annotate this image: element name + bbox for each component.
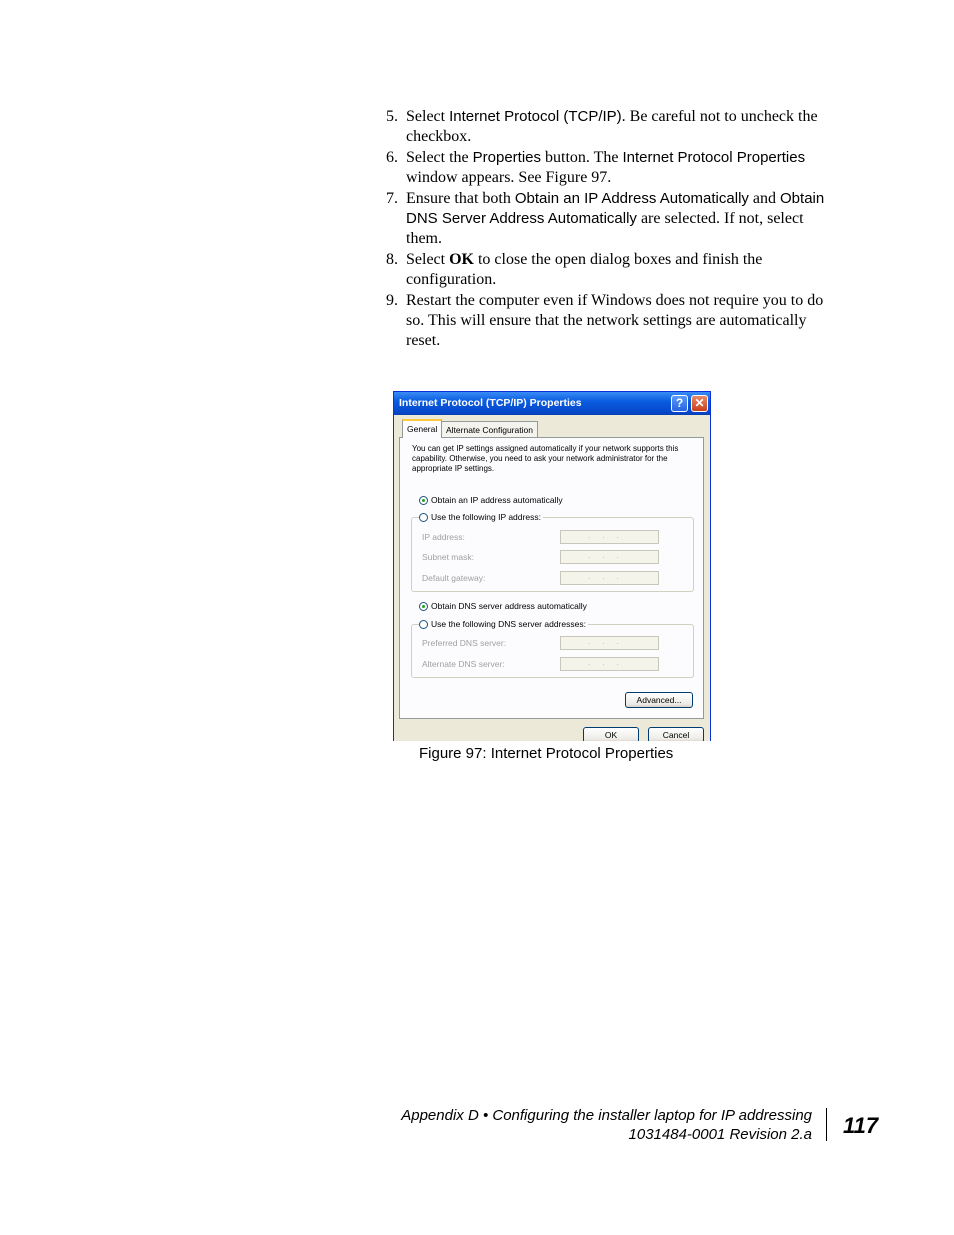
step-text: Select the	[406, 149, 473, 166]
tab-general[interactable]: General	[402, 419, 442, 438]
ui-term: Obtain DNS Server Address Automatically	[406, 190, 825, 227]
instruction-steps	[386, 107, 831, 352]
footer-doc-revision: 1031484-0001 Revision 2.a	[628, 1126, 812, 1143]
use-ip-label: Use the following IP address:	[431, 512, 541, 522]
step-text: button. The	[541, 149, 623, 166]
subnet-mask-label: Subnet mask:	[422, 552, 474, 562]
ui-term: Obtain an IP Address Automatically	[514, 190, 749, 207]
step-8	[386, 250, 831, 290]
step-text: window appears. See Figure 97.	[406, 169, 612, 186]
step-text: Ensure that both	[406, 190, 515, 207]
use-ip-radio-row[interactable]	[419, 512, 543, 523]
default-gateway-field[interactable]: ...	[560, 571, 659, 585]
use-dns-radio-row[interactable]	[419, 619, 588, 630]
tcpip-properties-dialog	[393, 391, 711, 741]
step-number: 6.	[386, 149, 398, 166]
use-dns-label: Use the following DNS server addresses:	[431, 619, 586, 629]
use-ip-radio[interactable]	[419, 513, 428, 522]
step-text: . Be careful not to uncheck the checkbox.	[406, 108, 818, 145]
obtain-dns-radio-row[interactable]	[419, 601, 587, 612]
description-text: You can get IP settings assigned automatically if your network supports this capability. Otherwise, you need to ask your network administrator for the appropriate IP settings.	[412, 444, 679, 473]
obtain-dns-label: Obtain DNS server address automatically	[431, 601, 587, 611]
ui-term: Internet Protocol (TCP/IP)	[449, 108, 622, 125]
obtain-ip-label: Obtain an IP address automatically	[431, 495, 563, 505]
step-5	[386, 107, 831, 147]
preferred-dns-label: Preferred DNS server:	[422, 638, 507, 648]
step-7	[386, 189, 831, 249]
footer-divider	[826, 1108, 827, 1141]
footer-chapter: Appendix D • Configuring the installer laptop for IP addressing	[401, 1107, 812, 1124]
obtain-ip-radio[interactable]	[419, 496, 428, 505]
ip-address-field[interactable]: ...	[560, 530, 659, 544]
obtain-ip-radio-row[interactable]	[419, 495, 563, 506]
figure-caption: Figure 97: Internet Protocol Properties	[419, 745, 674, 762]
step-text: to close the open dialog boxes and finish the configuration.	[406, 251, 763, 288]
advanced-button[interactable]: Advanced...	[625, 692, 693, 708]
ip-address-label: IP address:	[422, 532, 465, 542]
step-number: 9.	[386, 292, 398, 309]
cancel-button[interactable]: Cancel	[648, 727, 704, 741]
step-6	[386, 148, 831, 188]
obtain-dns-radio[interactable]	[419, 602, 428, 611]
ok-button[interactable]: OK	[583, 727, 639, 741]
step-text: Restart the computer even if Windows does not require you to do so. This will ensure that the network settings are automatically reset.	[406, 292, 824, 349]
step-text: Select	[406, 108, 450, 125]
default-gateway-label: Default gateway:	[422, 573, 486, 583]
step-number: 8.	[386, 251, 398, 268]
step-number: 5.	[386, 108, 398, 125]
subnet-mask-field[interactable]: ...	[560, 550, 659, 564]
close-icon[interactable]: ✕	[691, 395, 708, 412]
help-icon[interactable]: ?	[671, 395, 688, 412]
dialog-title: Internet Protocol (TCP/IP) Properties	[399, 397, 582, 409]
preferred-dns-field[interactable]: ...	[560, 636, 659, 650]
page-footer	[401, 1106, 812, 1144]
step-text: are selected. If not, select them.	[406, 210, 804, 247]
dialog-titlebar[interactable]	[394, 392, 710, 415]
step-text: and	[748, 190, 781, 207]
use-dns-radio[interactable]	[419, 620, 428, 629]
general-tab-panel	[399, 437, 704, 719]
step-number: 7.	[386, 190, 398, 207]
alternate-dns-label: Alternate DNS server:	[422, 659, 505, 669]
ui-term: Properties	[472, 149, 542, 166]
ui-term: Internet Protocol Properties	[622, 149, 806, 166]
tab-alternate-configuration[interactable]: Alternate Configuration	[441, 421, 538, 437]
ui-term: OK	[449, 251, 474, 268]
page-number: 117	[843, 1113, 879, 1138]
step-9	[386, 291, 831, 351]
step-text: Select	[406, 251, 450, 268]
alternate-dns-field[interactable]: ...	[560, 657, 659, 671]
